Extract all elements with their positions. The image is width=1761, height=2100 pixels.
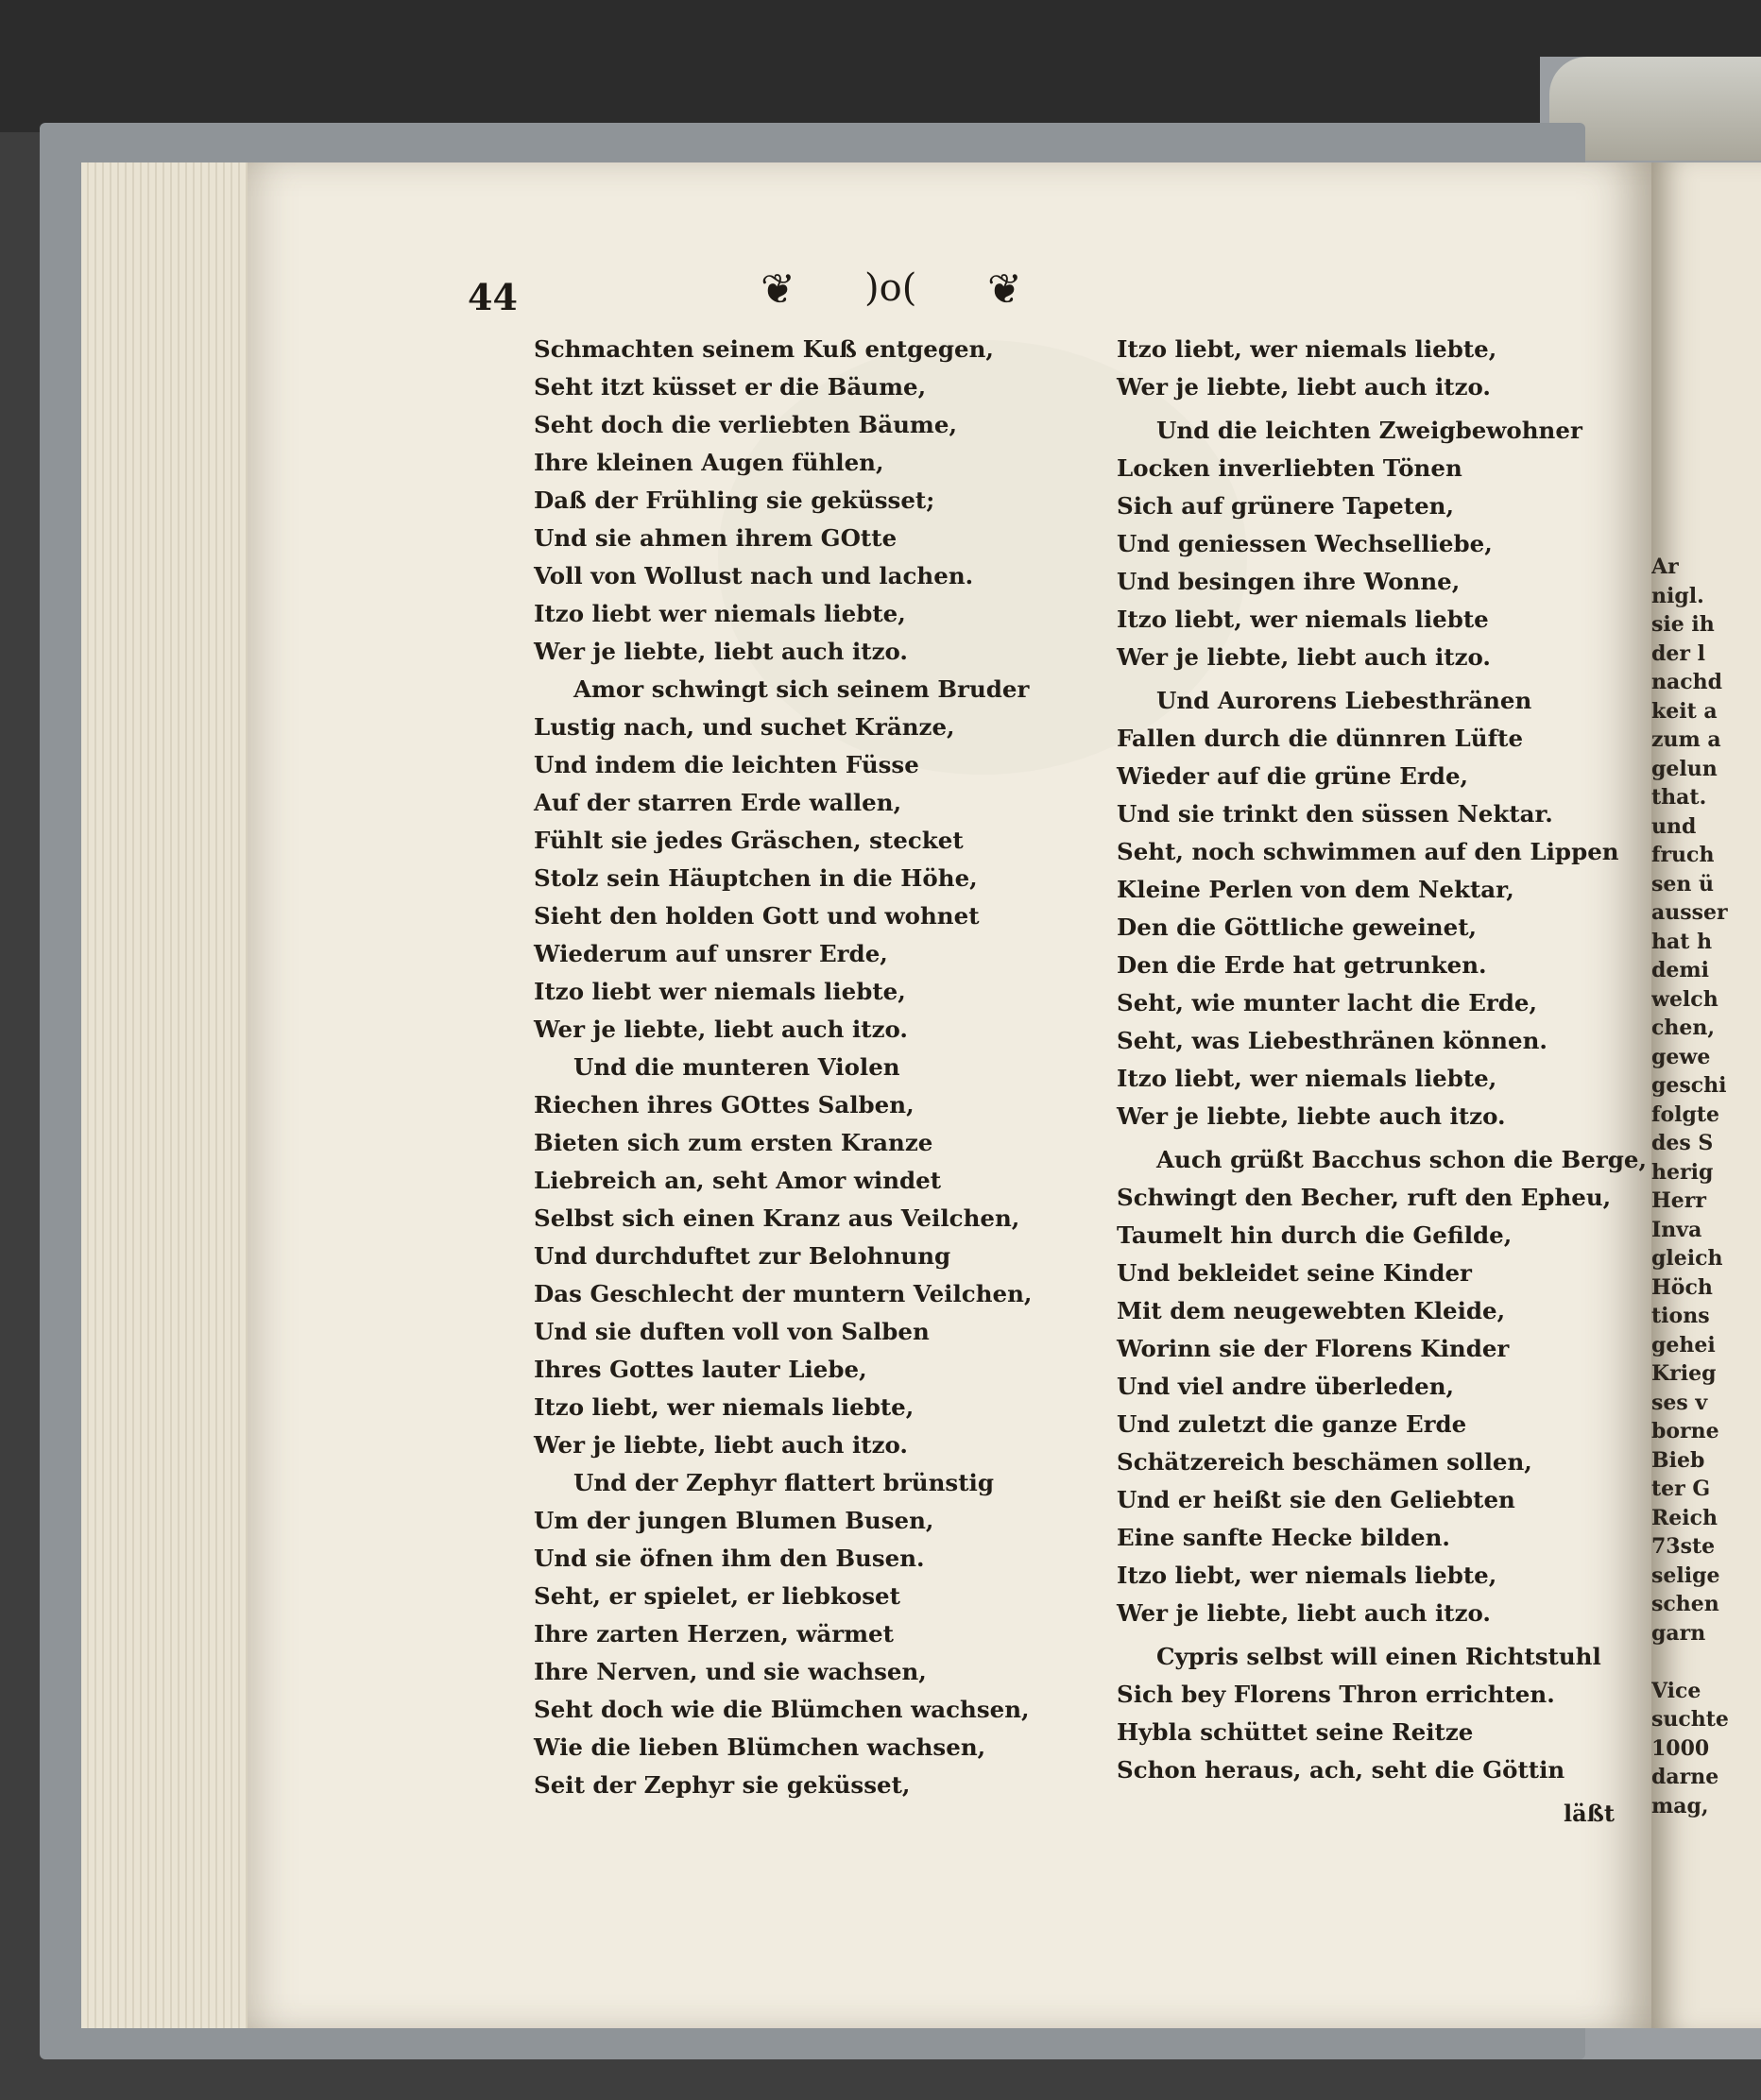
facing-page-line: chen, [1651, 1016, 1716, 1040]
verse-line: Und sie ahmen ihrem GOtte [534, 524, 898, 552]
facing-page-line: selige [1651, 1562, 1720, 1588]
facing-page-line: demi [1651, 958, 1710, 982]
facing-page-line: sen ü [1651, 871, 1715, 896]
verse-line: Wer je liebte, liebt auch itzo. [1117, 643, 1491, 671]
facing-page-line: des S [1651, 1131, 1714, 1155]
facing-page-line: 73ste [1651, 1534, 1716, 1559]
facing-page-line: Vice [1651, 1678, 1701, 1703]
dark-background [0, 0, 1761, 132]
verse-line: Um der jungen Blumen Busen, [534, 1507, 934, 1534]
facing-page-line: that. [1651, 785, 1707, 810]
facing-page-line: gewe [1651, 1044, 1711, 1069]
verse-line: Sich bey Florens Thron errichten. [1117, 1681, 1555, 1708]
facing-page-line: Reich [1651, 1505, 1718, 1530]
verse-line: Den die Göttliche geweinet, [1117, 913, 1478, 941]
verse-line: Schätzereich beschämen sollen, [1117, 1448, 1532, 1476]
facing-page-line: ter G [1651, 1477, 1711, 1501]
verse-line: Seht doch wie die Blümchen wachsen, [534, 1696, 1030, 1723]
verse-line: Kleine Perlen von dem Nektar, [1117, 876, 1514, 903]
verse-line: Schwingt den Becher, ruft den Epheu, [1117, 1184, 1612, 1211]
verse-line: Wer je liebte, liebt auch itzo. [1117, 1599, 1491, 1627]
shell-ornament-icon: ❦ [761, 265, 795, 314]
facing-page-line [1651, 1648, 1729, 1677]
facing-page-line: fruch [1651, 843, 1715, 867]
facing-page-line: mag, [1651, 1793, 1709, 1818]
verse-line: Und er heißt sie den Geliebten [1117, 1486, 1515, 1513]
facing-page-line: borne [1651, 1419, 1719, 1443]
facing-page-line: schen [1651, 1592, 1719, 1616]
verse-line: Locken inverliebten Tönen [1117, 454, 1462, 482]
verse-line: Wieder auf die grüne Erde, [1117, 762, 1469, 790]
facing-page-line: ses v [1651, 1390, 1708, 1415]
facing-page-line: Herr [1651, 1188, 1706, 1213]
shell-ornament-icon: ❦ [987, 265, 1022, 314]
facing-page-line: der l [1651, 640, 1705, 666]
facing-page-line: nigl. [1651, 583, 1704, 608]
verse-line: Fühlt sie jedes Gräschen, stecket [534, 827, 964, 854]
verse-line: Itzo liebt wer niemals liebte, [534, 978, 906, 1005]
verse-line: Worinn sie der Florens Kinder [1117, 1335, 1510, 1362]
facing-page-line: zum a [1651, 727, 1721, 752]
verse-line: Daß der Frühling sie geküsset; [534, 487, 935, 514]
facing-page-line: Krieg [1651, 1361, 1717, 1386]
facing-page-line: darne [1651, 1765, 1719, 1789]
verse-line: Seit der Zephyr sie geküsset, [534, 1771, 911, 1799]
verse-line: Und indem die leichten Füsse [534, 751, 919, 778]
verse-line: Schmachten seinem Kuß entgegen, [534, 335, 994, 363]
verse-line: Mit dem neugewebten Kleide, [1117, 1297, 1506, 1324]
verse-line: Und sie öfnen ihm den Busen. [534, 1545, 925, 1572]
page-number: 44 [468, 276, 518, 318]
verse-line: Seht doch die verliebten Bäume, [534, 411, 957, 438]
verse-line: Itzo liebt, wer niemals liebte, [1117, 1065, 1497, 1092]
verse-line: Riechen ihres GOttes Salben, [534, 1091, 915, 1118]
facing-page-line: hat h [1651, 929, 1713, 954]
verse-line: Voll von Wollust nach und lachen. [534, 562, 974, 589]
verse-line: Sich auf grünere Tapeten, [1117, 492, 1455, 520]
page-edges [81, 162, 270, 2028]
verse-line: Itzo liebt, wer niemals liebte, [534, 1393, 915, 1421]
verse-line: Wer je liebte, liebt auch itzo. [534, 1431, 908, 1459]
catchword: läßt [1564, 1800, 1615, 1827]
facing-page-line: sie ih [1651, 612, 1715, 637]
verse-line: Fallen durch die dünnren Lüfte [1117, 725, 1524, 752]
facing-page-line: garn [1651, 1620, 1706, 1646]
poem-column-right [1117, 331, 1647, 1789]
facing-page-line: gleich [1651, 1246, 1723, 1271]
verse-line: Wer je liebte, liebt auch itzo. [534, 638, 908, 665]
verse-line: Und durchduftet zur Belohnung [534, 1242, 951, 1270]
verse-line: Auf der starren Erde wallen, [534, 789, 902, 816]
facing-page [1651, 162, 1761, 2028]
verse-line: Stolz sein Häuptchen in die Höhe, [534, 864, 978, 892]
verse-line: Lustig nach, und suchet Kränze, [534, 713, 955, 741]
verse-line: Und die leichten Zweigbewohner [1156, 417, 1582, 444]
facing-page-line: suchte [1651, 1707, 1729, 1732]
verse-line: Das Geschlecht der muntern Veilchen, [534, 1280, 1033, 1307]
facing-page-line: ausser [1651, 900, 1728, 925]
verse-line: Itzo liebt wer niemals liebte, [534, 600, 906, 627]
verse-line: Cypris selbst will einen Richtstuhl [1156, 1643, 1601, 1670]
facing-page-line: Inva [1651, 1217, 1702, 1242]
facing-page-line: geschi [1651, 1073, 1727, 1098]
facing-page-line: Höch [1651, 1274, 1713, 1300]
facing-page-line: gehei [1651, 1332, 1716, 1357]
facing-page-line: tions [1651, 1304, 1710, 1328]
facing-page-line: folgte [1651, 1101, 1720, 1127]
verse-line: Seht, was Liebesthränen können. [1117, 1027, 1547, 1054]
facing-page-text [1651, 553, 1729, 1820]
verse-line: Wie die lieben Blümchen wachsen, [534, 1733, 986, 1761]
verse-line: Wer je liebte, liebt auch itzo. [1117, 373, 1491, 401]
verse-line: Und sie trinkt den süssen Nektar. [1117, 800, 1553, 828]
facing-page-line: welch [1651, 986, 1718, 1012]
verse-line: Itzo liebt, wer niemals liebte, [1117, 1562, 1497, 1589]
verse-line: Auch grüßt Bacchus schon die Berge, [1156, 1146, 1647, 1173]
verse-line: Hybla schüttet seine Reitze [1117, 1718, 1474, 1746]
verse-line: Seht itzt küsset er die Bäume, [534, 373, 927, 401]
verse-line: Selbst sich einen Kranz aus Veilchen, [534, 1204, 1020, 1232]
verse-line: Und zuletzt die ganze Erde [1117, 1410, 1467, 1438]
verse-line: Schon heraus, ach, seht die Göttin [1117, 1756, 1565, 1784]
verse-line: Wer je liebte, liebte auch itzo. [1117, 1102, 1506, 1130]
verse-line: Seht, wie munter lacht die Erde, [1117, 989, 1538, 1016]
verse-line: Eine sanfte Hecke bilden. [1117, 1524, 1450, 1551]
verse-line: Liebreich an, seht Amor windet [534, 1167, 942, 1194]
verse-line: Itzo liebt, wer niemals liebte, [1117, 335, 1497, 363]
verse-line: Itzo liebt, wer niemals liebte [1117, 606, 1489, 633]
verse-line: Sieht den holden Gott und wohnet [534, 902, 980, 930]
facing-page-line: Bieb [1651, 1447, 1705, 1473]
facing-page-line: 1000 [1651, 1735, 1710, 1761]
verse-line: Und sie duften voll von Salben [534, 1318, 930, 1345]
facing-page-line: nachd [1651, 670, 1723, 694]
verse-line: Seht, noch schwimmen auf den Lippen [1117, 838, 1619, 865]
verse-line: Ihres Gottes lauter Liebe, [534, 1356, 867, 1383]
facing-page-line: gelun [1651, 756, 1718, 781]
verse-line: Und geniessen Wechselliebe, [1117, 530, 1493, 557]
verse-line: Wiederum auf unsrer Erde, [534, 940, 888, 967]
divider-ornament: )o( [864, 266, 917, 310]
verse-line: Und viel andre überleden, [1117, 1373, 1455, 1400]
verse-line: Den die Erde hat getrunken. [1117, 951, 1487, 979]
poem-column-left [534, 331, 1032, 1804]
verse-line: Taumelt hin durch die Gefilde, [1117, 1221, 1513, 1249]
verse-line: Wer je liebte, liebt auch itzo. [534, 1016, 908, 1043]
verse-line: Seht, er spielet, er liebkoset [534, 1582, 900, 1610]
verse-line: Ihre Nerven, und sie wachsen, [534, 1658, 927, 1685]
verse-line: Und bekleidet seine Kinder [1117, 1259, 1472, 1287]
verse-line: Und besingen ihre Wonne, [1117, 568, 1461, 595]
facing-page-line: und [1651, 813, 1697, 839]
facing-page-line: Ar [1651, 555, 1679, 579]
facing-page-line: herig [1651, 1159, 1714, 1185]
verse-line: Ihre zarten Herzen, wärmet [534, 1620, 894, 1648]
verse-line: Ihre kleinen Augen fühlen, [534, 449, 884, 476]
verse-line: Bieten sich zum ersten Kranze [534, 1129, 933, 1156]
verse-line: Und die munteren Violen [573, 1053, 900, 1081]
verse-line: Amor schwingt sich seinem Bruder [573, 675, 1030, 703]
verse-line: Und der Zephyr flattert brünstig [573, 1469, 994, 1496]
facing-page-line: keit a [1651, 698, 1718, 724]
verse-line: Und Aurorens Liebesthränen [1156, 687, 1532, 714]
